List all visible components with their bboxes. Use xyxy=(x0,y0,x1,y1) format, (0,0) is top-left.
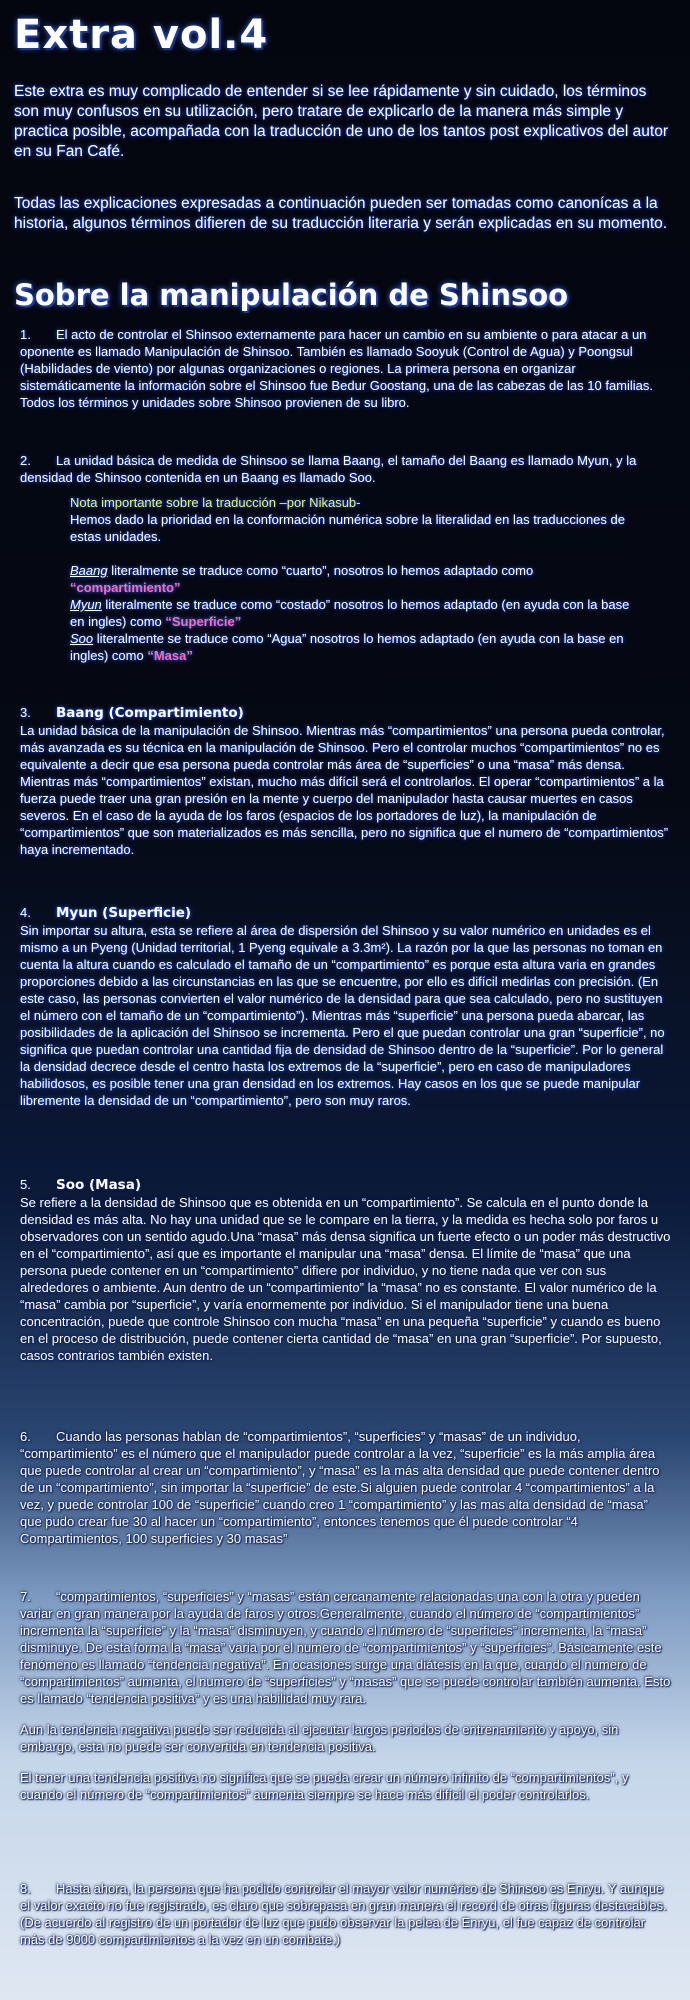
item-number: 6. xyxy=(20,1429,31,1444)
item-number: 5. xyxy=(20,1177,31,1192)
item-number: 1. xyxy=(20,327,31,342)
item-7-paragraph-2: Aun la tendencia negativa puede ser reducida al ejecutar largos periodos de entrenamiento y apoyo, sin embargo, esta no puede ser convertida en tendencia positiva. xyxy=(20,1722,619,1754)
item-text: El acto de controlar el Shinsoo externamente para hacer un cambio en su ambiente o para atacar a un oponente es llamado Manipulación de Shinsoo. También es llamado Sooyuk (Control de Agua) y Poongsul (Habilidades de viento) por algunas organizaciones o regiones. La primera persona en organizar sistemáticamente la información sobre el Shinsoo fue Bedur Goostang, una de las cabezas de las 10 familias. Todos los términos y unidades sobre Shinsoo provienen de su libro. xyxy=(20,327,654,410)
item-number: 2. xyxy=(20,453,31,468)
note-baang xyxy=(70,562,630,596)
list-item-1 xyxy=(20,326,672,411)
note-myun-text: literalmente se traduce como “costado” nosotros lo hemos adaptado (en ayuda con la base en ingles) como xyxy=(70,597,630,629)
note-baang-adapt: “compartimiento” xyxy=(70,580,181,595)
list-item-8 xyxy=(20,1880,672,1948)
intro-paragraph-1: Este extra es muy complicado de entender si se lee rápidamente y sin cuidado, los términos son muy confusos en su utilización, pero tratare de explicarlo de la manera más simple y practica posible, acompañada con la traducción de uno de los tantos post explicativos del autor en su Fan Café. xyxy=(14,83,668,160)
item-heading: Baang (Compartimiento) xyxy=(56,705,244,721)
note-term-baang: Baang xyxy=(70,563,108,578)
item-text: Se refiere a la densidad de Shinsoo que es obtenida en un “compartimiento”. Se calcula en el punto donde la densidad es más alta. No hay una unidad que se le compare en la tierra, y la medida es hecha solo por faros u observadores con un sentido agudo.Una “masa” más densa significa un fuerte efecto o un poder más destructivo en el “compartimiento”, así que es importante el manipular una “masa” densa. El límite de “masa” que una persona puede contener en un “compartimiento” difiere por individuo, y no tiene nada que ver con sus alrededores o ambiente. Aun dentro de un “compartimiento” la “masa” no es constante. El valor numérico de la “masa” cambia por “superficie”, y varía enormemente por individuo. Si el manipulador tiene una buena concentración, puede que controle Shinsoo con mucha “masa” en una pequeña “superficie” y cuando es bueno en el proceso de distribución, puede contener cierta cantidad de “masa” en una gran “superficie”. Por supuesto, casos contrarios también existen. xyxy=(20,1195,671,1363)
item-text: “compartimientos, “superficies” y “masas” están cercanamente relacionadas una con la otra y pueden variar en gran manera por la ayuda de faros y otros.Generalmente, cuando el número de “compartimientos” incrementa la “superficie” y la “masa” disminuyen, y cuando el número de “superficies” incrementa, la “masa” disminuye. De esta forma la “masa” varia por el numero de “compartimientos” y “superficies”. Básicamente este fenómeno es llamado “tendencia negativa”. En ocasiones surge una diátesis en la que, cuando el numero de “compartimientos” aumenta, el numero de “superficies” y “masas” que se puede controlar también aumenta. Esto es llamado “tendencia positiva” y es una habilidad muy rara. xyxy=(20,1589,671,1706)
item-number: 3. xyxy=(20,705,31,720)
item-text: Sin importar su altura, esta se refiere al área de dispersión del Shinsoo y su valor numérico en unidades es el mismo a un Pyeng (Unidad territorial, 1 Pyeng equivale a 3.3m²). La razón por la que las personas no toman en cuenta la altura cuando es calculado el tamaño de un “compartimiento” es porque esta altura varia en grandes proporciones debido a las circunstancias en las que se encuentre, por ello es difícil medirlas con precisión. (En este caso, las personas convierten el valor numérico de la densidad para que sea calculado, pero no sustituyen el número con el tamaño de un “compartimiento”). Mientras más “superficie” una persona pueda abarcar, las posibilidades de la aplicación del Shinsoo se incrementa. Pero el que puedan controlar una gran “superficie”, no significa que puedan controlar una cantidad fija de densidad de Shinsoo dentro de la “superficie”. Por lo general la densidad decrece desde el centro hasta los extremos de la “superficie”, pero en caso de manipuladores habilidosos, es posible tener una gran densidad en los extremos. Hay casos en los que se puede manipular libremente la densidad de un “compartimiento”, pero son muy raros. xyxy=(20,923,665,1108)
item-text: La unidad básica de medida de Shinsoo se llama Baang, el tamaño del Baang es llamado Myun, y la densidad de Shinsoo contenida en un Baang es llamado Soo. xyxy=(20,453,637,485)
note-intro: Hemos dado la prioridad en la conformación numérica sobre la literalidad en las traducciones de estas unidades. xyxy=(70,512,625,544)
list-item-4 xyxy=(20,904,672,1109)
note-soo-adapt: “Masa” xyxy=(147,648,193,663)
item-7-paragraph-3: El tener una tendencia positiva no significa que se pueda crear un número infinito de “compartimientos”, y cuando el número de “compartimientos” aumenta siempre se hace más difícil el poder controlarlos. xyxy=(20,1770,629,1802)
intro-paragraph-2: Todas las explicaciones expresadas a continuación pueden ser tomadas como canonícas a la historia, algunos términos difieren de su traducción literaria y serán explicadas en su momento. xyxy=(14,195,668,232)
translation-note xyxy=(70,494,630,664)
note-title: Nota importante sobre la traducción –por Nikasub- xyxy=(70,495,361,510)
item-text: Hasta ahora, la persona que ha podido controlar el mayor valor numérico de Shinsoo es Enryu. Y aunque el valor exacto no fue registrado, es claro que sobrepasa en gran manera el record de otras figuras destacables. (De acuerdo al registro de un portador de luz que pudo observar la pelea de Enryu, el fue capaz de controlar más de 9000 compartimientos a la vez en un combate.) xyxy=(20,1881,667,1947)
note-soo-text: literalmente se traduce como “Agua” nosotros lo hemos adaptado (en ayuda con la base en ingles) como xyxy=(70,631,624,663)
item-number: 4. xyxy=(20,905,31,920)
item-heading: Myun (Superficie) xyxy=(56,905,192,921)
note-myun-adapt: “Superficie” xyxy=(165,614,242,629)
note-myun xyxy=(70,596,630,630)
item-number: 8. xyxy=(20,1881,31,1896)
note-baang-text: literalmente se traduce como “cuarto”, nosotros lo hemos adaptado como xyxy=(107,563,534,578)
item-text: La unidad básica de la manipulación de Shinsoo. Mientras más “compartimientos” una persona pueda controlar, más avanzada es su técnica en la manipulación de Shinsoo. Pero el controlar muchos “compartimientos” no es equivalente a decir que esa persona pueda controlar más área de “superficies” o una “masa” más densa. Mientras más “compartimientos” existan, mucho más difícil será el controlarlos. El operar “compartimientos” a la fuerza puede traer una gran presión en la mente y cuerpo del manipulador hasta causar muertes en casos severos. En el caso de la ayuda de los faros (espacios de los portadores de luz), la manipulación de “compartimientos” que son materializados es más sencilla, pero no significa que el numero de “compartimientos” haya incrementado. xyxy=(20,723,669,857)
item-number: 7. xyxy=(20,1589,31,1604)
note-soo xyxy=(70,630,630,664)
list-item-5 xyxy=(20,1176,672,1364)
item-text: Cuando las personas hablan de “compartimientos”, “superficies” y “masas” de un individuo, “compartimiento” es el número que el manipulador puede controlar a la vez, “superficie” es la más amplia área que puede controlar al crear un “compartimiento”, y “masa” es la más alta densidad que puede contener dentro de un “compartimiento”, sin importar la “superficie” de este.Si alguien puede controlar 4 “compartimientos” a la vez, y puede controlar 100 de “superficie” cuando creo 1 “compartimiento” y las mas alta densidad de “masa” que pudo crear fue 30 al hacer un “compartimiento”, entonces tenemos que él puede controlar “4 Compartimientos, 100 superficies y 30 masas” xyxy=(20,1429,660,1546)
list-item-2 xyxy=(20,452,672,486)
list-item-3 xyxy=(20,704,672,858)
section-title: Sobre la manipulación de Shinsoo xyxy=(14,278,569,312)
list-item-6 xyxy=(20,1428,672,1547)
note-term-soo: Soo xyxy=(70,631,94,646)
note-term-myun: Myun xyxy=(70,597,102,612)
item-heading: Soo (Masa) xyxy=(56,1177,142,1193)
list-item-7 xyxy=(20,1588,672,1803)
page-title: Extra vol.4 xyxy=(14,12,269,58)
